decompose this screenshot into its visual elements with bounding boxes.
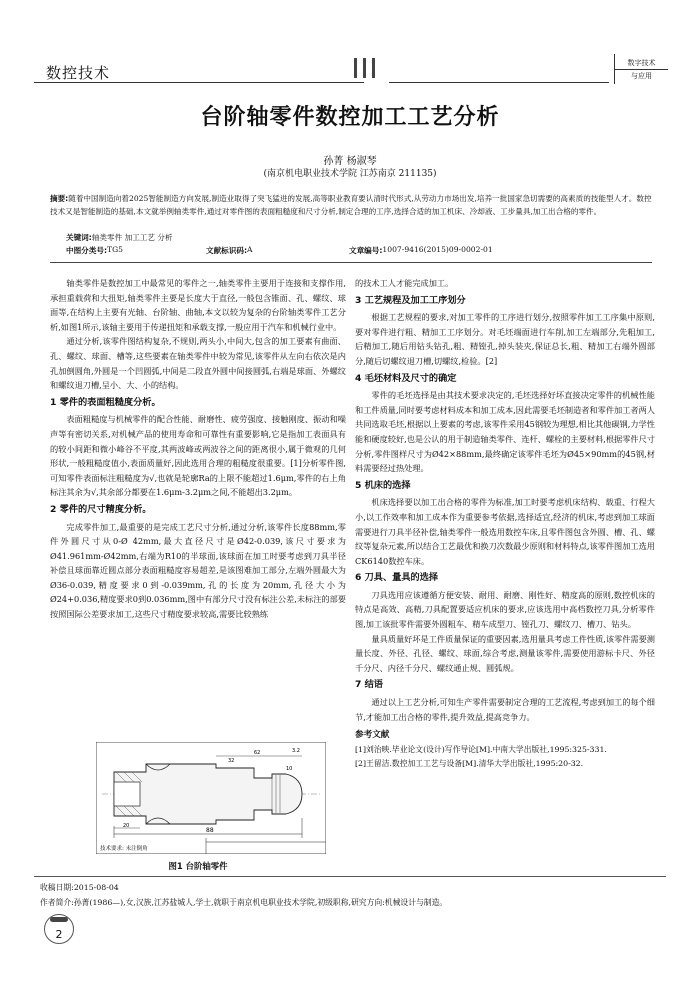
section-heading: 4 毛坯材料及尺寸的确定 xyxy=(355,372,457,384)
reference-item: [1]刘治映.毕业论文(设计)写作导论[M].中南大学出版社,1995:325-331. xyxy=(355,744,607,754)
paragraph: 量具质量好坏是工件质量保证的重要因素,选用量具考虑工件性质,该零件需要测量长度、外径、孔径、螺纹、球面,综合考虑,测量该零件,需要使用游标卡尺、外径千分尺、内径千分尺、螺纹通止规、圆弧规。 xyxy=(355,633,655,673)
badge-line-2: 与应用 xyxy=(631,72,652,80)
article-title: 台阶轴零件数控加工工艺分析 xyxy=(200,105,500,130)
tech-requirement: 技术要求: 未注倒角 xyxy=(100,846,148,852)
doc-label: 文献标识码: xyxy=(206,246,248,255)
paragraph: 零件的毛坯选择是由其技术要求决定的,毛坯选择好坏直接决定零件的机械性能和工件质量,同时要考虑材料成本和加工成本,因此需要毛坯制造者和零件加工者两人共同选取毛坯,根据以上要素的考虑,该零件采用45钢较为理想,相比其他碳钢,力学性能和硬度较好,也是公认的用于制造轴类零件、连杆、螺栓的主要材料,根据零件尺寸分析,零件图样尺寸为Ø42×88mm,最终确定该零件毛坯为Ø45×90mm的45钢,材料需要经过热处理。 xyxy=(355,390,655,474)
abstract-rule xyxy=(50,262,652,263)
keywords-label: 关键词: xyxy=(66,233,92,242)
keywords xyxy=(66,232,173,243)
journal-badge xyxy=(614,54,668,84)
keywords-text: 轴类零件 加工工艺 分析 xyxy=(91,233,173,242)
references xyxy=(355,743,655,771)
dim-length: 88 xyxy=(206,827,214,834)
section-title: 数控技术 xyxy=(46,64,111,82)
dim-hole-depth: 20 xyxy=(123,823,130,829)
dim-groove: 10 xyxy=(286,766,293,772)
paragraph: 通过分析,该零件图结构复杂,不规则,两头小,中间大,包含的加工要素有曲面、孔、螺纹、球面、槽等,这些要素在轴类零件中较为常见,该零件从左向右依次是内孔加倒圆角,外圆是一个凹圆弧,中间是二段直外圆中间接圆弧,右端是球面、外螺纹和螺纹退刀槽,呈小、大、小的结构。 xyxy=(50,336,346,391)
section-heading: 6 刀具、量具的选择 xyxy=(355,572,439,584)
abstract-label: 摘要: xyxy=(50,194,69,203)
article-affiliation: (南京机电职业技术学院 江苏南京 211135) xyxy=(263,169,437,179)
section-heading: 5 机床的选择 xyxy=(355,479,411,491)
paragraph: 的技术工人才能完成加工。 xyxy=(355,278,454,288)
badge-line-1: 数字技术 xyxy=(615,57,668,70)
page-header xyxy=(34,52,668,90)
dim-right-part: 62 xyxy=(254,750,261,756)
paragraph: 完成零件加工,最重要的是完成工艺尺寸分析,通过分析,该零件长度88mm,零件外圆尺寸从0-Ø 42mm,最大直径尺寸是Ø42-0.039,该尺寸要求为Ø41.961mm-Ø42mm,右端为R10的半球面,该球面在加工时要考虑到刀具半径补偿且球面靠近圆点部分表面粗糙度容易超差,是该图难加工部分,左端外圆最大为Ø36-0.039,精度要求0到-0.039mm,孔的长度为20mm,孔径大小为Ø24+0.036,精度要求0到0.036mm,图中有部分尺寸没有标注公差,未标注的部要按照国际公差要求加工,这些尺寸精度要求较高,需要比较熟练 xyxy=(50,521,346,620)
header-rule xyxy=(34,82,364,83)
clc-value: TG5 xyxy=(107,245,123,254)
section-heading: 2 零件的尺寸精度分析。 xyxy=(50,503,152,515)
shaft-drawing xyxy=(96,742,326,854)
paragraph: 通过以上工艺分析,可知生产零件需要制定合理的工艺流程,考虑到加工的每个细节,才能加工出合格的零件,提升效益,提高竞争力。 xyxy=(355,697,655,722)
article-id-label: 文章编号: xyxy=(349,246,383,255)
abstract xyxy=(50,192,652,218)
roughness-value: 3.2 xyxy=(292,748,300,754)
paragraph: 刀具选用应该遵循方便安装、耐用、耐磨、刚性好、精度高的原则,数控机床的特点是高效、高精,刀具配置要适应机床的要求,应该选用中高档数控刀具,分析零件图,加工该批零件需要外圆粗车、精车成型刀、镗孔刀、螺纹刀、槽刀、钻头。 xyxy=(355,589,655,630)
paragraph: 机床选择要以加工出合格的零件为标准,加工时要考虑机床结构、载重、行程大小,以工作效率和加工成本作为重要参考依据,选择适宜,经济的机床,考虑到加工球面需要进行刀具半径补偿,轴类零件一般选用数控车床,且零件图包含外圆、槽、孔、螺纹等复杂元素,所以结合工艺最优和换刀次数最少原则和材料特点,该零件图加工选用CK6140数控车床。 xyxy=(355,497,655,566)
received-date: 收稿日期:2015-08-04 xyxy=(40,883,119,892)
page-number: 2 xyxy=(44,914,74,944)
section-heading: 7 结语 xyxy=(355,679,383,691)
dim-mid: 32 xyxy=(228,758,235,764)
section-heading: 1 零件的表面粗糙度分析。 xyxy=(50,396,161,408)
author-bio: 作者简介:孙菁(1986—),女,汉族,江苏盐城人,学士,就职于南京机电职业技术学院,初级职称,研究方向:机械设计与制造。 xyxy=(40,898,448,907)
header-decoration xyxy=(354,58,381,82)
abstract-text: 随着中国制造向着2025智能制造方向发展,制造业取得了突飞猛进的发展,高等职业教育要认清时代形式,从劳动力市场出发,培养一批国家急切需要的高素质的技能型人才。数控技术又是智能制造的基础,本文就举例轴类零件,通过对零件图的表面粗糙度和尺寸分析,制定合理的工序,选择合适的加工机床、冷却液、工步量具,加工出合格的零件。 xyxy=(50,194,652,216)
header-rule-2 xyxy=(389,82,609,83)
left-column xyxy=(50,276,346,622)
section-heading: 3 工艺规程及加工工序划分 xyxy=(355,294,466,306)
doc-value: A xyxy=(247,245,253,254)
references-title: 参考文献 xyxy=(355,730,390,741)
figure-caption: 图1 台阶轴零件 xyxy=(168,861,228,871)
paragraph: 轴类零件是数控加工中最常见的零件之一,轴类零件主要用于连接和支撑作用,承担重载荷和大扭矩,轴类零件主要是长度大于直径,一般包含锥面、孔、螺纹、球面等,在结构上主要有光轴、台阶轴、曲轴,本文以较为复杂的台阶轴类零件工艺分析,如图1所示,该轴主要用于传递扭矩和承载支撑,一般应用于汽车和机械行业中。 xyxy=(50,278,346,332)
paragraph: 根据工艺规程的要求,对加工零件的工序进行划分,按照零件加工工序集中原则,要对零件进行粗、精加工工序划分。对毛坯端面进行车削,加工左端部分,先粗加工,后精加工,随后用钻头钻孔,粗、精镗孔,掉头装夹,保证总长,粗、精加工右端外圆部分,随后切螺纹退刀槽,切螺纹,检验。[2] xyxy=(355,312,655,366)
paragraph: 表面粗糙度与机械零件的配合性能、耐磨性、疲劳强度、接触刚度、振动和噪声等有密切关系,对机械产品的使用寿命和可靠性有重要影响,它是指加工表面具有的较小间距和微小峰谷不平度,其两波峰或两波谷之间的距离很小,属于微观的几何形状,一般粗糙度值小,表面质量好,因此选用合理的粗糙度很重要。[1]分析零件图,可知零件表面标注粗糙度为√,也就是轮廓Ra的上限不能超过1.6μm,零件的右上角标注其余为√,其余部分都要在1.6μm-3.2μm之间,不能超出3.2μm。 xyxy=(50,414,346,498)
reference-item: [2]王留洁.数控加工工艺与设备[M].清华大学出版社,1995:20-32. xyxy=(355,758,584,768)
page-badge-icon xyxy=(50,917,68,922)
article-id-value: 1007-9416(2015)09-0002-01 xyxy=(382,245,493,254)
article-authors: 孙菁 杨淑琴 xyxy=(323,156,377,167)
right-column xyxy=(355,276,655,771)
clc-label: 中图分类号: xyxy=(66,246,108,255)
footnote-rule xyxy=(34,876,666,877)
